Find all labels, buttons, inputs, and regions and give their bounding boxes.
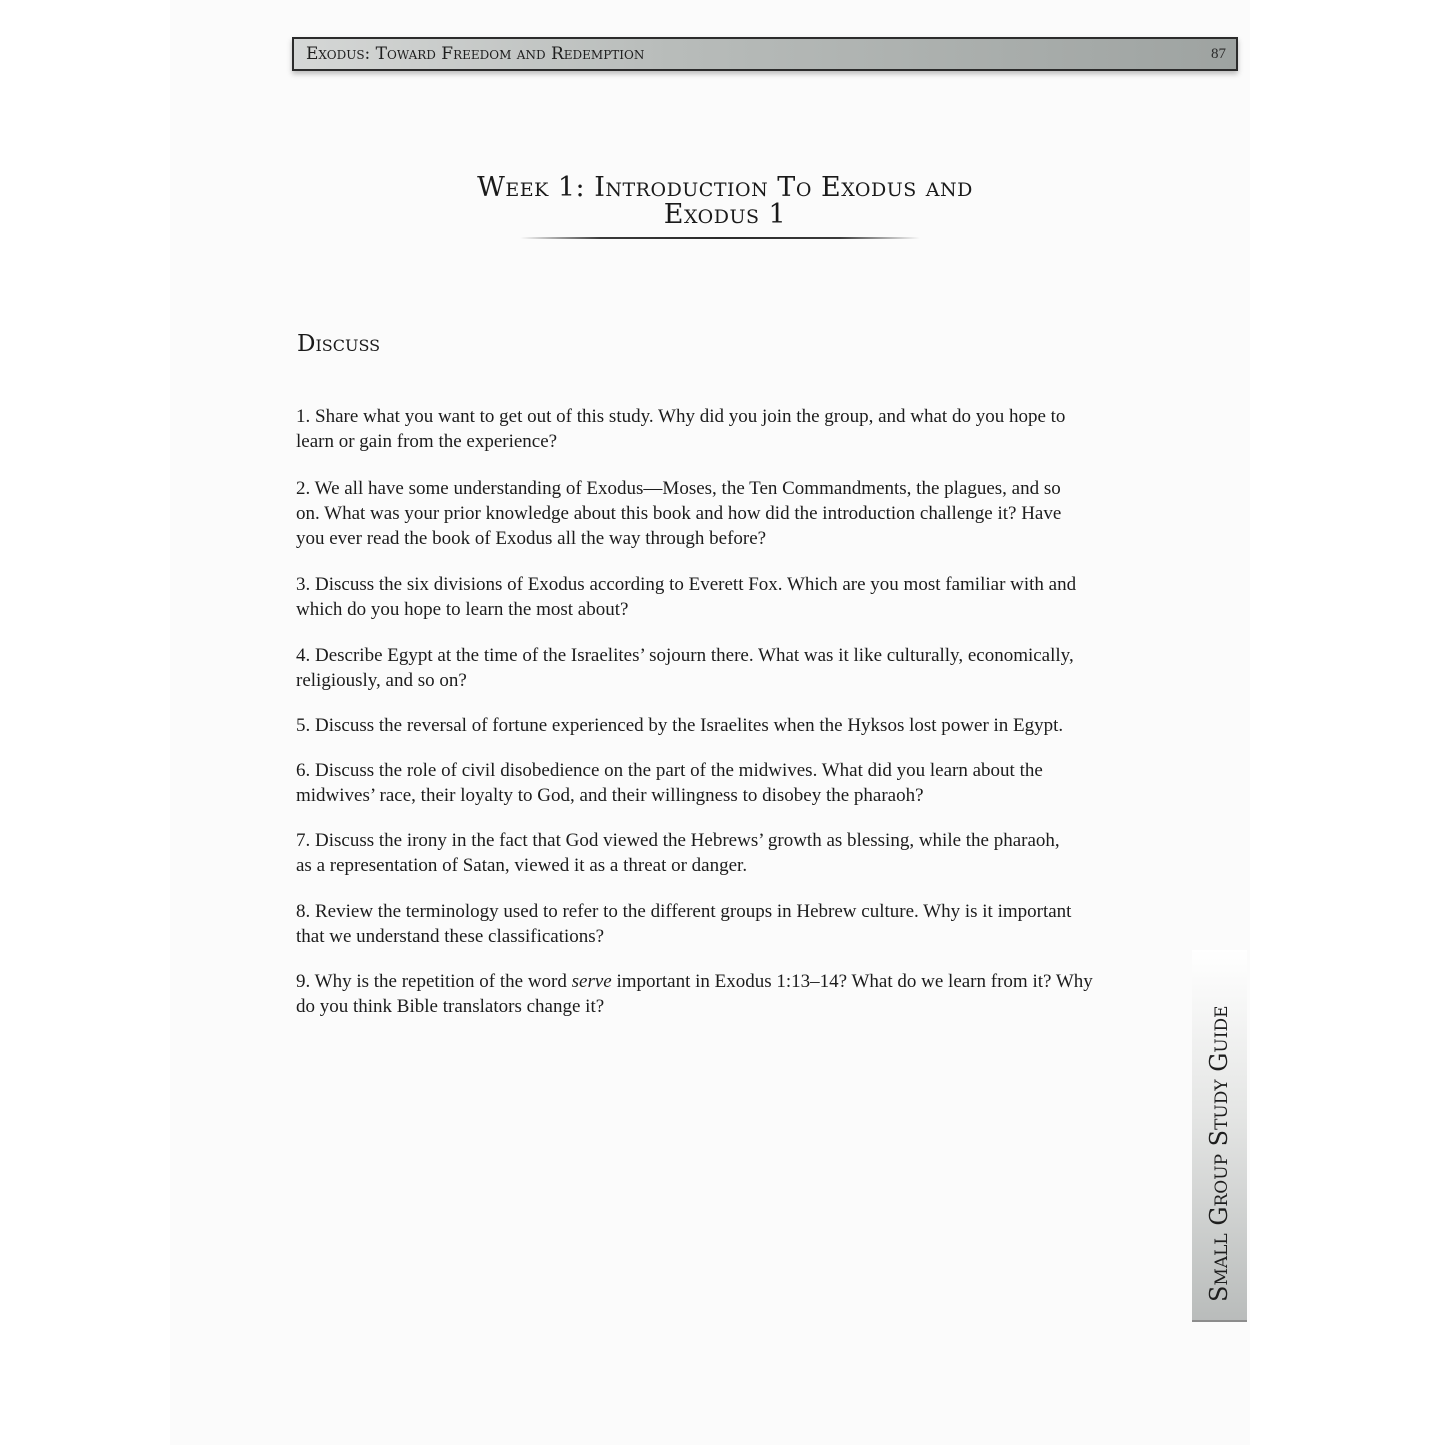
section-heading-discuss: Discuss — [297, 331, 381, 357]
discussion-question-6 — [296, 758, 1160, 808]
question-line: do you think Bible translators change it? — [296, 996, 605, 1017]
question-line: 8. Review the terminology used to refer to the different groups in Hebrew culture. Why is it important — [296, 901, 1072, 922]
question-line: 1. Share what you want to get out of this study. Why did you join the group, and what do you hope to — [296, 406, 1066, 427]
discussion-question-4 — [296, 643, 1160, 693]
question-line — [296, 969, 1160, 994]
page-number: 87 — [1211, 46, 1226, 62]
question-line: learn or gain from the experience? — [296, 431, 558, 452]
question-line: on. What was your prior knowledge about this book and how did the introduction challenge it? Have — [296, 503, 1062, 524]
question-line: 5. Discuss the reversal of fortune experienced by the Israelites when the Hyksos lost power in Egypt. — [296, 715, 1064, 736]
side-tab — [1192, 950, 1247, 1322]
running-header — [292, 37, 1238, 71]
question-text: important in Exodus 1:13–14? What do we learn from it? Why — [611, 971, 1093, 992]
question-line: 4. Describe Egypt at the time of the Israelites’ sojourn there. What was it like culturally, economically, — [296, 645, 1074, 666]
question-line: which do you hope to learn the most about? — [296, 599, 629, 620]
discussion-question-9 — [296, 969, 1160, 1019]
question-line: 7. Discuss the irony in the fact that God viewed the Hebrews’ growth as blessing, while the pharaoh, — [296, 830, 1060, 851]
discussion-question-3 — [296, 572, 1160, 622]
title-underline-rule — [520, 237, 920, 239]
chapter-title-line-2: Exodus 1 — [663, 199, 787, 230]
question-line: 3. Discuss the six divisions of Exodus according to Everett Fox. Which are you most familiar with and — [296, 574, 1077, 595]
question-line: 6. Discuss the role of civil disobedience on the part of the midwives. What did you learn about the — [296, 760, 1043, 781]
discussion-question-1 — [296, 404, 1160, 454]
question-line: you ever read the book of Exodus all the way through before? — [296, 528, 767, 549]
discussion-question-7 — [296, 828, 1160, 878]
running-header-title: Exodus: Toward Freedom and Redemption — [306, 44, 645, 64]
chapter-title-line-1: Week 1: Introduction To Exodus and — [477, 172, 973, 203]
chapter-title — [400, 174, 1050, 228]
side-tab-label: Small Group Study Guide — [1205, 1005, 1233, 1302]
question-text: 9. Why is the repetition of the word — [296, 971, 572, 992]
discussion-question-8 — [296, 899, 1160, 949]
discussion-question-2 — [296, 476, 1160, 551]
question-line: religiously, and so on? — [296, 670, 467, 691]
question-line: as a representation of Satan, viewed it as a threat or danger. — [296, 855, 748, 876]
question-line: midwives’ race, their loyalty to God, and their willingness to disobey the pharaoh? — [296, 785, 924, 806]
question-line: 2. We all have some understanding of Exodus—Moses, the Ten Commandments, the plagues, and so — [296, 478, 1061, 499]
question-line: that we understand these classifications? — [296, 926, 605, 947]
discussion-question-5 — [296, 713, 1160, 738]
italic-word-serve: serve — [571, 971, 612, 992]
